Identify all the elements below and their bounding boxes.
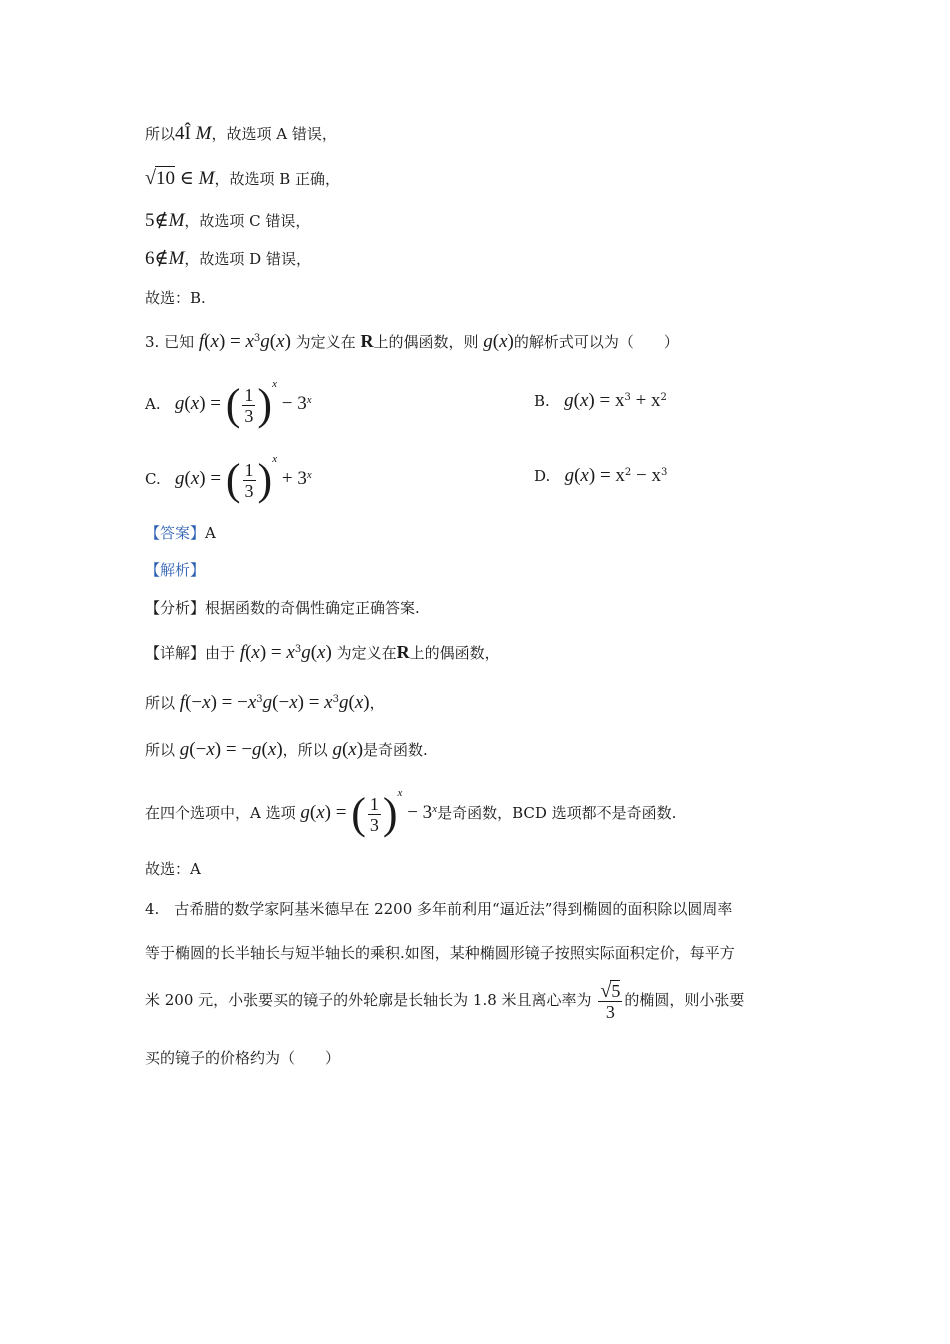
line-6-notin-M <box>145 247 311 271</box>
analysis-heading: 【解析】 <box>145 561 206 579</box>
text: 的解析式可以为（ ） <box>513 333 679 351</box>
step-3: 在四个选项中，A 选项 g(x) = ( $\frac{1}{3}$ )$^x - 3^x$是奇函数，BCD 选项都不是奇函数. <box>145 787 677 838</box>
option-b: B. $g(x) = x^3 + x^2$ <box>534 390 667 411</box>
option-label: D. <box>534 467 551 485</box>
text: 为定义在 <box>295 333 356 351</box>
option-label: B. <box>534 392 550 410</box>
line-5-notin-M <box>145 209 310 233</box>
question-4-line-4: 买的镜子的价格约为（ ） <box>145 1049 341 1067</box>
math: 4Î <box>175 123 191 144</box>
question-number: 3. <box>145 333 160 351</box>
question-4-line-3: 米 200 元，小张要买的镜子的外轮廓是长轴长为 1.8 米且离心率为 $\frac{√5}{3}$ 的椭圆，则小张要 <box>145 980 745 1022</box>
answer-line <box>145 521 216 545</box>
math-M: M <box>168 210 185 231</box>
sqrt-icon: √ <box>145 167 156 189</box>
answer-tag: 【答案】 <box>145 524 206 542</box>
detailed-solution: 【详解】由于 $f(x) = x^3g(x)$ 为定义在R上的偶函数， <box>145 642 500 663</box>
analysis-summary: 【分析】根据函数的奇偶性确定正确答案. <box>145 599 420 617</box>
fraction: $\frac{1}{3}$ <box>369 793 379 835</box>
text: ，故选项 C 错误， <box>184 212 311 230</box>
text: 已知 <box>164 333 195 351</box>
fraction-sqrt5-over-3: $\frac{√5}{3}$ <box>600 980 621 1022</box>
option-d: D. $g(x) = x^2 - x^3$ <box>534 465 668 486</box>
question-3: 3. 已知 $f(x) = x^3g(x)$ 为定义在 R上的偶函数，则 g(x)的解析式可以为（ ） <box>145 331 679 352</box>
step-1: 所以 $f(-x) = -x^3g(-x) = x^3g(x)$， <box>145 692 385 713</box>
set-R: R <box>360 331 374 351</box>
text: ，故选项 A 错误， <box>211 125 337 143</box>
line-sqrt10-in-M <box>145 166 340 191</box>
text: ，故选项 B 正确， <box>214 170 341 188</box>
option-label: A. <box>145 395 161 413</box>
math-M: M <box>195 123 212 144</box>
notin-symbol: ∉ <box>154 210 169 231</box>
answer-choice-b: 故选：B. <box>145 289 206 307</box>
option-c: C. g(x) = ( $\frac{1}{3}$ )$^x + 3^x$ <box>145 453 312 504</box>
option-a: A. g(x) = ( $\frac{1}{3}$ )$^x - 3^x$ <box>145 378 312 429</box>
math: 6 <box>145 248 155 269</box>
radicand: 10 <box>155 168 175 189</box>
text: 所以 <box>145 125 176 143</box>
answer-choice-a: 故选：A <box>145 860 201 878</box>
text: 上的偶函数，则 <box>373 333 479 351</box>
notin-symbol: ∉ <box>154 248 169 269</box>
question-4-line-2: 等于椭圆的长半轴长与短半轴长的乘积.如图，某种椭圆形镜子按照实际面积定价，每平方 <box>145 944 735 962</box>
step-2: 所以 g(−x) = −g(x)，所以 g(x)是奇函数. <box>145 739 428 760</box>
text: ，故选项 D 错误， <box>184 250 311 268</box>
answer-value: A <box>205 524 216 542</box>
fraction: $\frac{1}{3}$ <box>244 459 254 501</box>
question-4-line-1: 4. 古希腊的数学家阿基米德早在 2200 多年前利用“逼近法”得到椭圆的面积除以圆周率 <box>145 900 733 918</box>
math: 5 <box>145 210 155 231</box>
line-4-in-M <box>145 122 337 146</box>
fraction: $\frac{1}{3}$ <box>244 384 254 426</box>
in-symbol: ∈ <box>179 168 194 189</box>
math-M: M <box>198 168 215 189</box>
math-M: M <box>168 248 185 269</box>
option-label: C. <box>145 470 161 488</box>
